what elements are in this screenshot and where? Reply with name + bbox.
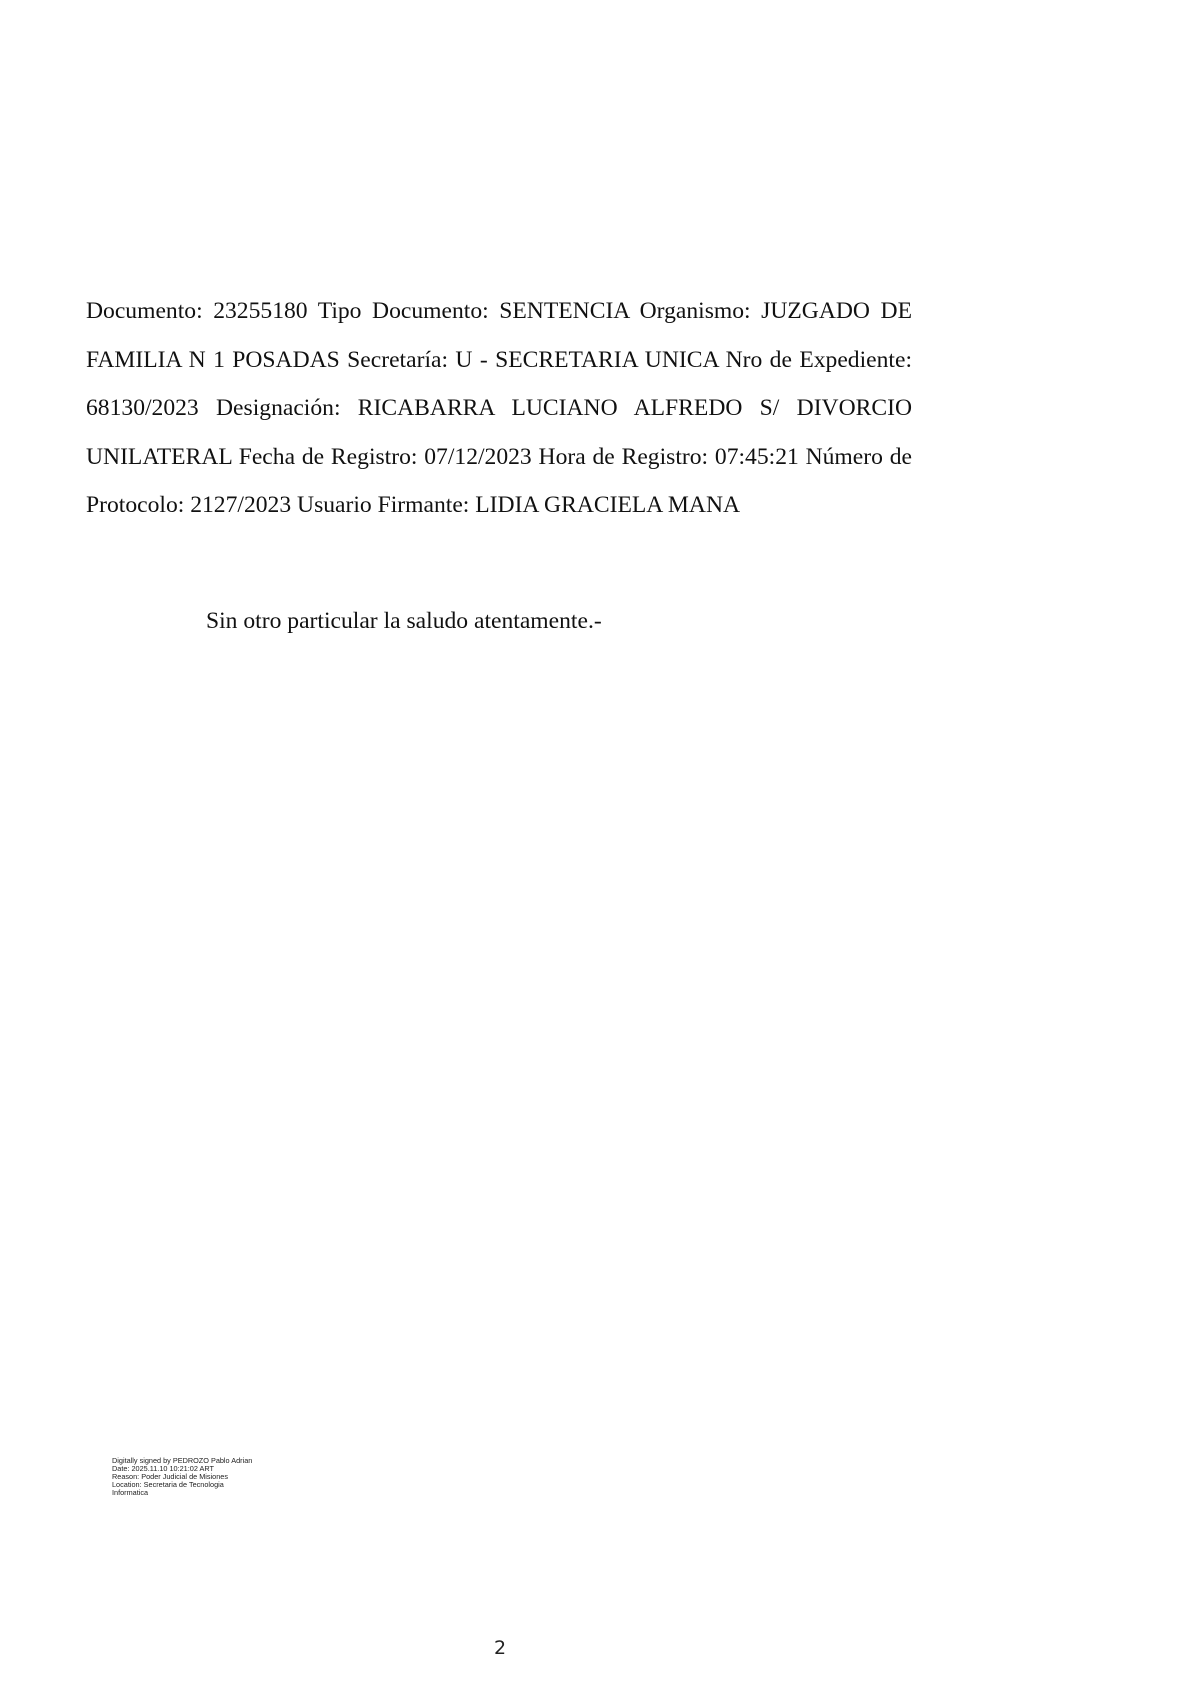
signature-reason-line: Reason: Poder Judicial de Misiones — [112, 1471, 229, 1481]
signature-signer-line: Digitally signed by PEDROZO Pablo Adrian — [112, 1456, 253, 1465]
signature-date-line: Date: 2025.11.10 10:21:02 ART — [112, 1463, 214, 1473]
signature-location-line: Location: Secretaria de Tecnologia — [112, 1479, 224, 1489]
digital-signature-stamp — [112, 1457, 312, 1497]
closing-line: Sin otro particular la saludo atentamente.- — [206, 608, 602, 634]
page-number: 2 — [493, 1637, 507, 1659]
signature-location-continued-line: Informatica — [112, 1487, 149, 1497]
document-metadata-paragraph: Documento: 23255180 Tipo Documento: SENTENCIA Organismo: JUZGADO DE FAMILIA N 1 POSADAS Secretaría: U - SECRETARIA UNICA Nro de Expediente: 68130/2023 Designación: RICABARRA LUCIANO ALFREDO S/ DIVORCIO UNILATERAL Fecha de Registro: 07/12/2023 Hora de Registro: 07:45:21 Número de Protocolo: 2127/2023 Usuario Firmante: LIDIA GRACIELA MANA — [86, 298, 912, 518]
